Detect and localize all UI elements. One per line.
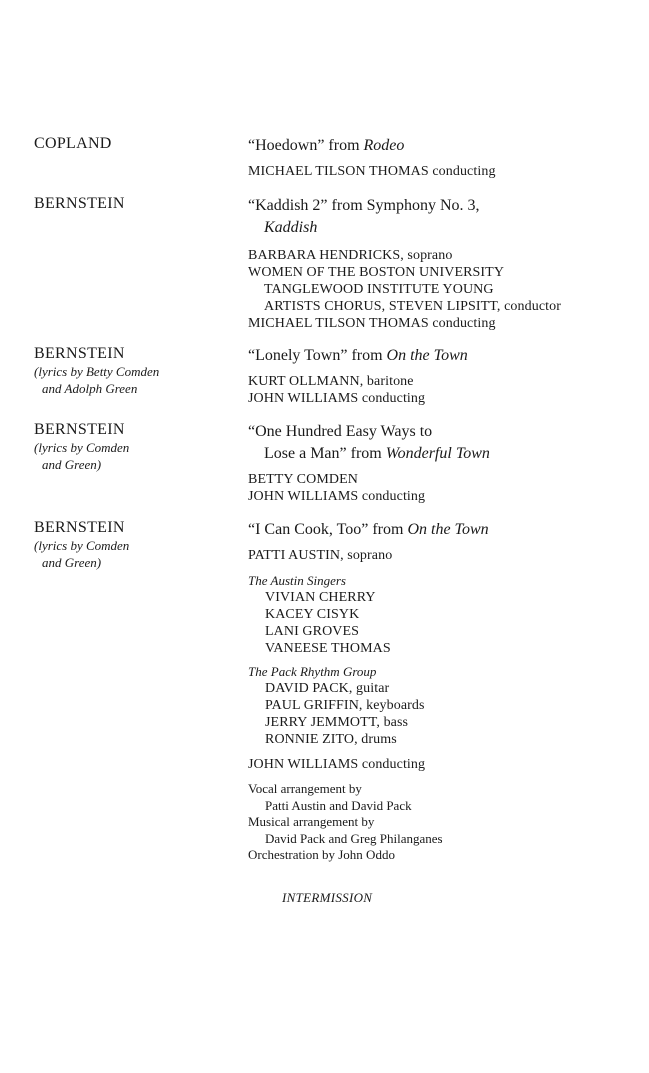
group-member: VIVIAN CHERRY [265,590,376,605]
work-title: “Lonely Town” from On the Town [248,347,468,364]
credit-label: Orchestration by John Oddo [248,847,395,862]
soloist-line: PATTI AUSTIN, soprano [248,548,393,563]
intermission-label: INTERMISSION [282,890,373,905]
work-title: “Hoedown” from Rodeo [248,137,405,154]
group-member: RONNIE ZITO, drums [265,732,397,747]
work-column [248,195,638,332]
performer-line: BARBARA HENDRICKS, soprano [248,248,453,263]
composer-name: BERNSTEIN [34,519,125,536]
group-member: DAVID PACK, guitar [265,681,390,696]
group-title: The Austin Singers [248,573,346,588]
composer-column [34,345,234,397]
work-column [248,345,638,407]
group-member: VANEESE THOMAS [265,641,391,656]
composer-column [34,421,234,473]
composer-column [34,195,234,213]
composer-name: BERNSTEIN [34,345,125,362]
composer-name: COPLAND [34,135,112,152]
performer-line: JOHN WILLIAMS conducting [248,489,426,504]
lyricist-credit: and Green) [42,555,102,570]
lyricist-credit: (lyrics by Comden [34,538,130,553]
performer-line: ARTISTS CHORUS, STEVEN LIPSITT, conductor [264,299,561,314]
work-title-continued: Lose a Man” from Wonderful Town [264,445,490,462]
lyricist-credit: and Adolph Green [42,381,138,396]
performer-line: TANGLEWOOD INSTITUTE YOUNG [264,282,494,297]
group-member: KACEY CISYK [265,607,360,622]
composer-column [34,519,234,571]
performer-line: KURT OLLMANN, baritone [248,374,414,389]
group-member: PAUL GRIFFIN, keyboards [265,698,425,713]
group-member: LANI GROVES [265,624,360,639]
composer-name: BERNSTEIN [34,421,125,438]
composer-name: BERNSTEIN [34,195,125,212]
performer-line: JOHN WILLIAMS conducting [248,391,426,406]
performer-line: MICHAEL TILSON THOMAS conducting [248,164,496,179]
credit-names: David Pack and Greg Philanganes [265,830,443,846]
conductor-line: JOHN WILLIAMS conducting [248,757,426,772]
credit-label: Musical arrangement by [248,814,375,829]
work-title: “One Hundred Easy Ways to [248,423,433,440]
work-column [248,519,638,864]
work-title: “I Can Cook, Too” from On the Town [248,521,489,538]
group-member: JERRY JEMMOTT, bass [265,715,409,730]
performer-line: BETTY COMDEN [248,472,358,487]
credit-names: Patti Austin and David Pack [265,797,412,813]
credit-label: Vocal arrangement by [248,781,362,796]
lyricist-credit: and Green) [42,457,102,472]
lyricist-credit: (lyrics by Comden [34,440,130,455]
work-column [248,135,638,180]
lyricist-credit: (lyrics by Betty Comden [34,364,160,379]
work-title-continued: Kaddish [264,219,318,236]
work-title: “Kaddish 2” from Symphony No. 3, [248,197,480,214]
composer-column [34,135,234,153]
group-title: The Pack Rhythm Group [248,664,377,679]
performer-line: MICHAEL TILSON THOMAS conducting [248,316,496,331]
performer-line: WOMEN OF THE BOSTON UNIVERSITY [248,265,505,280]
work-column [248,421,638,505]
